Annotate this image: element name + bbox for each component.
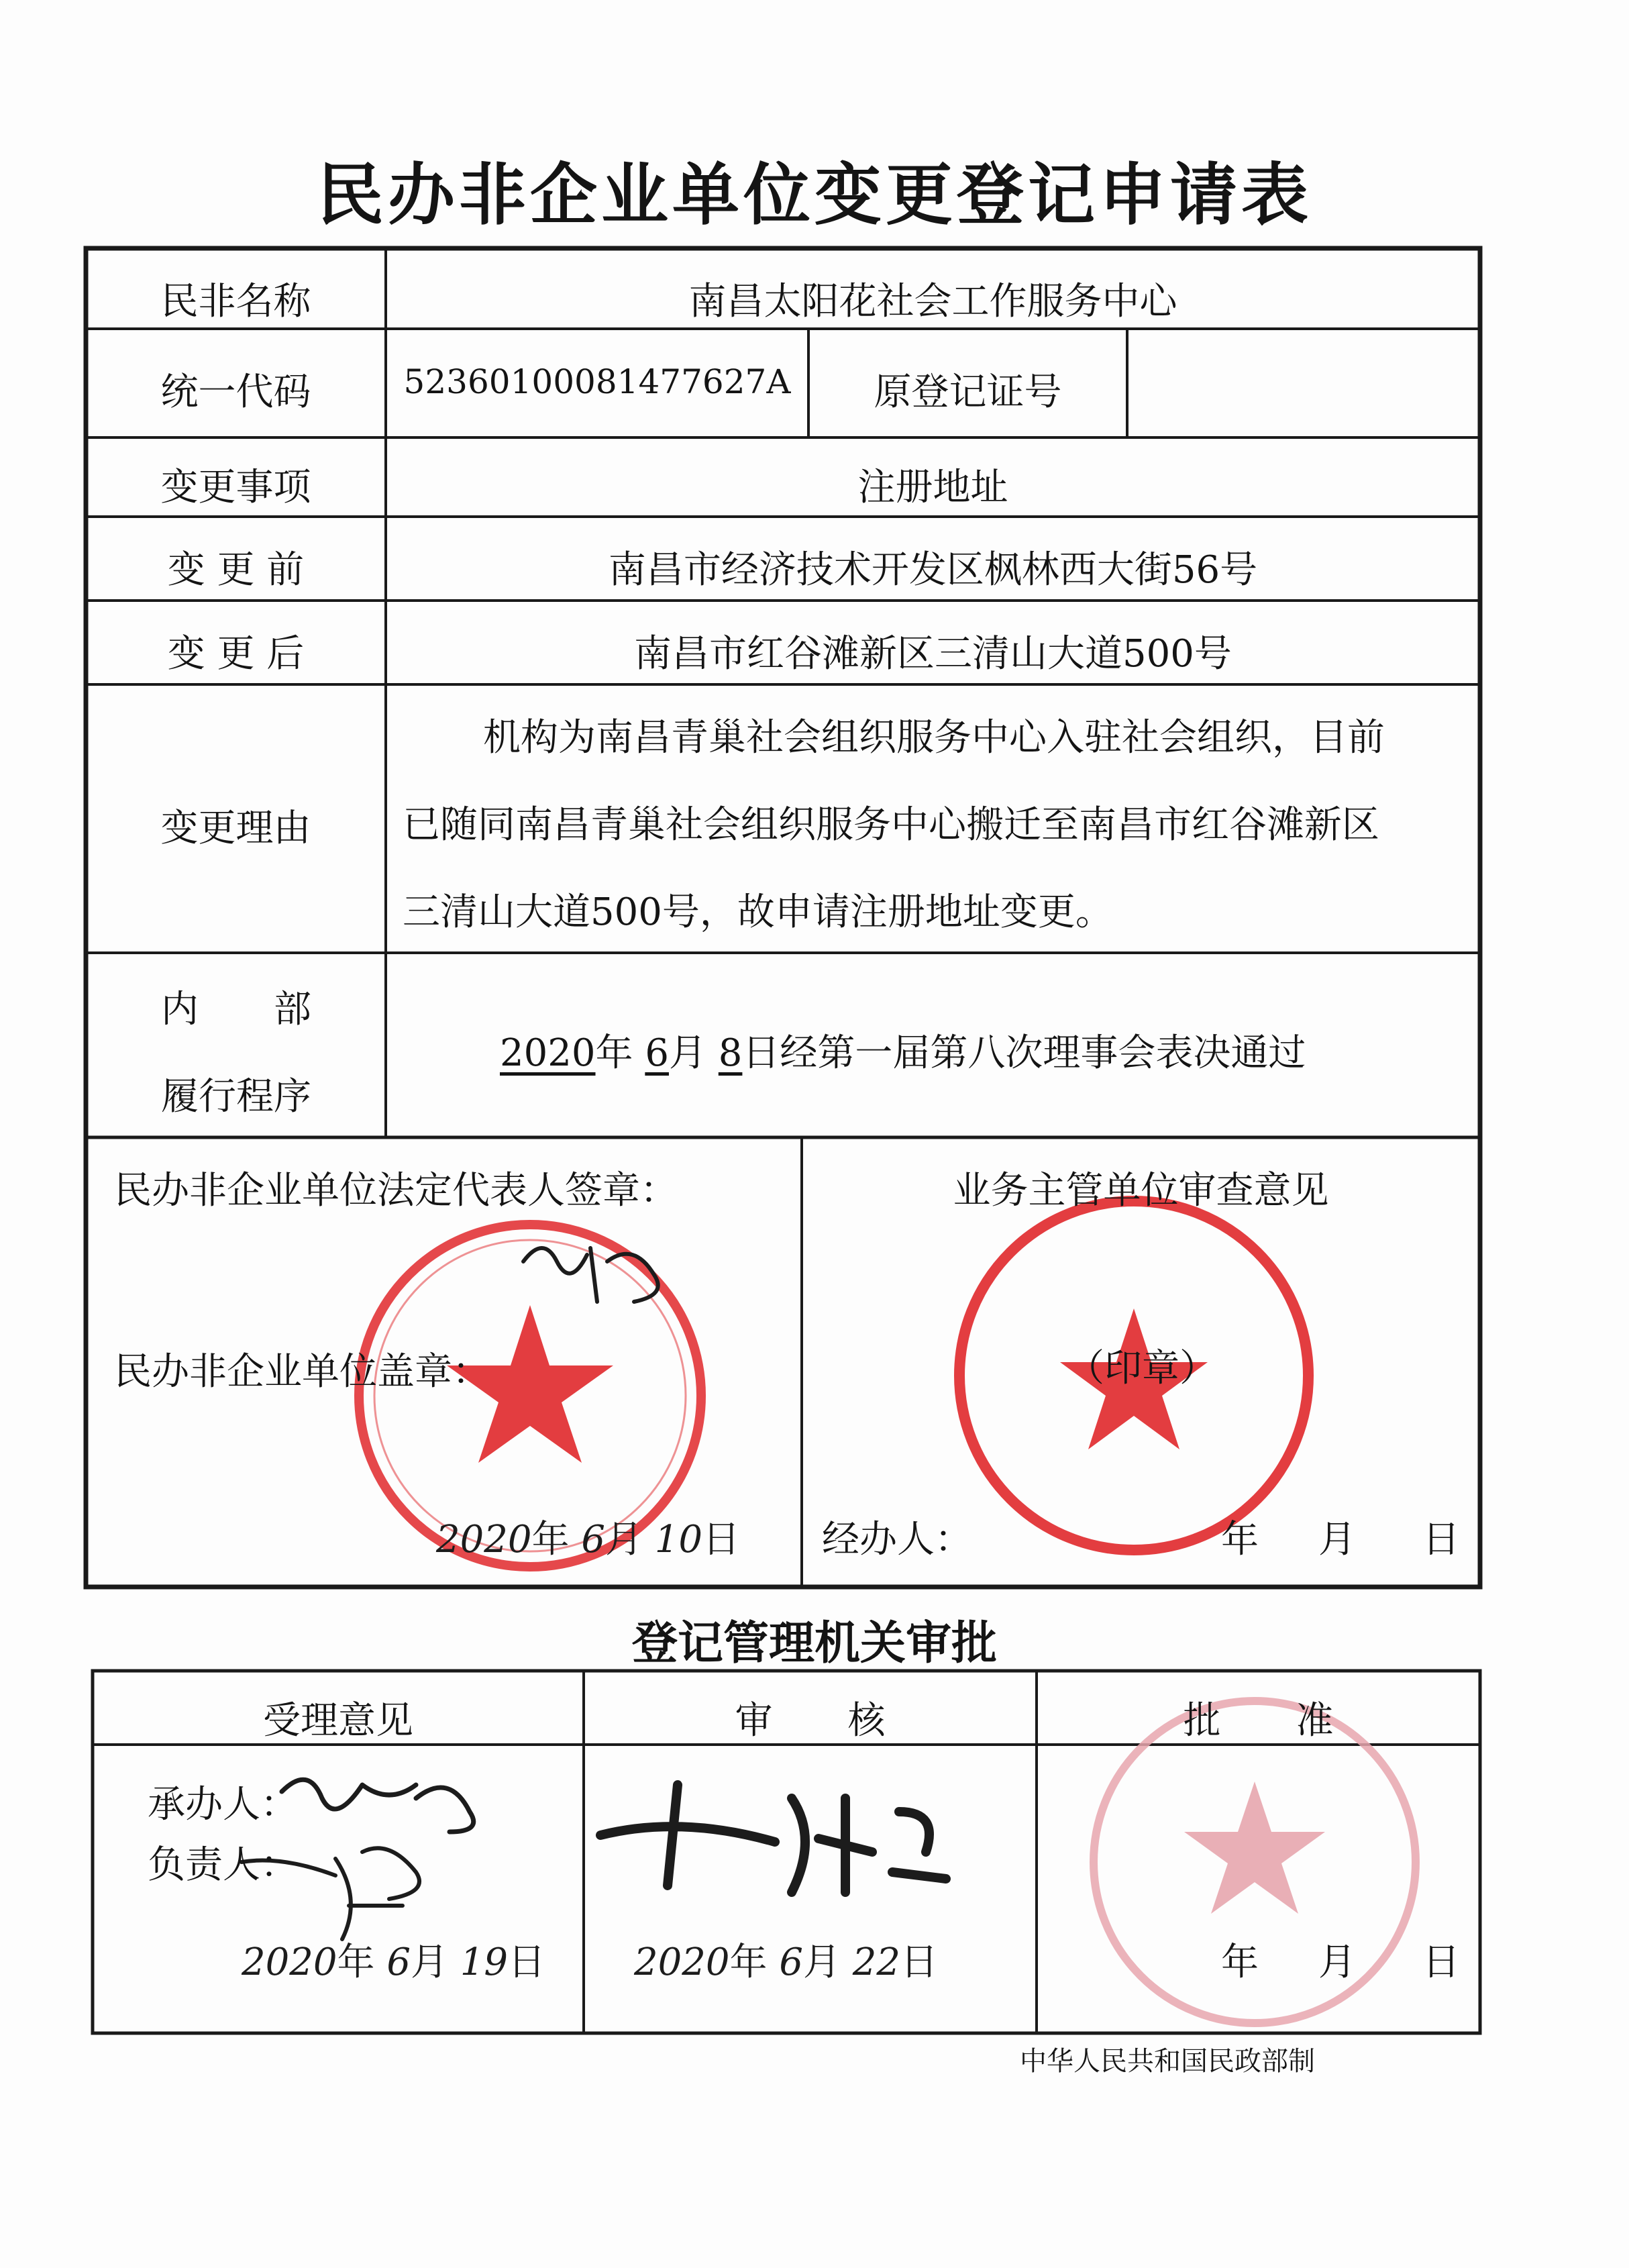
review-header: 审 核 xyxy=(735,1699,886,1743)
handler-signature-strokes xyxy=(282,1780,474,1832)
review-date-day: 日 xyxy=(900,1941,939,1984)
unit-date-day-hand: 10 xyxy=(654,1518,703,1561)
before-label: 变 更 前 xyxy=(167,548,305,592)
item-value: 注册地址 xyxy=(857,466,1008,509)
supervisor-date-year: 年 xyxy=(1221,1518,1259,1561)
approve-date-month: 月 xyxy=(1318,1941,1356,1984)
approval-title: 登记管理机关审批 xyxy=(631,1617,997,1670)
review-date-month-hand: 6 xyxy=(779,1941,803,1984)
review-signature-strokes xyxy=(600,1785,946,1892)
internal-year-unit: 年 xyxy=(595,1031,633,1075)
approve-date-day: 日 xyxy=(1422,1941,1460,1984)
supervisor-date-day: 日 xyxy=(1422,1518,1460,1561)
item-label: 变更事项 xyxy=(160,466,311,509)
internal-day: 8 xyxy=(718,1031,743,1075)
reason-line-3: 三清山大道500号，故申请注册地址变更。 xyxy=(403,890,1113,934)
unit-date xyxy=(436,1510,740,1563)
accept-date-month: 月 xyxy=(410,1941,448,1984)
accept-date xyxy=(242,1932,545,1986)
before-value: 南昌市经济技术开发区枫林西大街56号 xyxy=(608,548,1258,592)
supervisor-seal-note: （印章） xyxy=(1067,1347,1217,1390)
internal-month-unit: 月 xyxy=(668,1031,706,1075)
code-label: 统一代码 xyxy=(160,370,311,414)
legal-rep-signature-strokes xyxy=(523,1248,658,1302)
name-value: 南昌太阳花社会工作服务中心 xyxy=(688,280,1177,323)
after-value: 南昌市红谷滩新区三清山大道500号 xyxy=(634,632,1232,676)
supervisor-date-month: 月 xyxy=(1318,1518,1356,1561)
internal-year: 2020 xyxy=(500,1031,596,1075)
accept-date-month-hand: 6 xyxy=(386,1941,411,1984)
accept-date-day: 日 xyxy=(508,1941,546,1984)
internal-value xyxy=(500,1023,1306,1077)
accept-date-year-hand: 2020 xyxy=(242,1941,337,1984)
review-date-year: 年 xyxy=(729,1941,768,1984)
approve-header: 批 准 xyxy=(1183,1699,1334,1743)
code-value: 52360100081477627A xyxy=(403,362,791,401)
orig-cert-label: 原登记证号 xyxy=(874,370,1062,414)
internal-day-rest: 日经第一届第八次理事会表决通过 xyxy=(742,1031,1306,1075)
unit-date-year: 年 xyxy=(531,1518,570,1561)
unit-seal-label: 民办非企业单位盖章： xyxy=(114,1350,490,1394)
review-date-day-hand: 22 xyxy=(852,1941,901,1984)
internal-label-2: 履行程序 xyxy=(161,1075,311,1119)
approve-date-year: 年 xyxy=(1221,1941,1259,1984)
approval-seal-star-icon xyxy=(1184,1782,1325,1914)
legal-rep-label: 民办非企业单位法定代表人签章： xyxy=(114,1169,678,1213)
internal-month: 6 xyxy=(645,1031,669,1075)
accept-header: 受理意见 xyxy=(263,1699,413,1743)
supervisor-title: 业务主管单位审查意见 xyxy=(953,1169,1329,1213)
handler-label: 承办人： xyxy=(148,1783,298,1826)
responsible-label: 负责人： xyxy=(148,1843,298,1887)
unit-date-day: 日 xyxy=(702,1518,741,1561)
unit-date-month-hand: 6 xyxy=(581,1518,605,1561)
after-label: 变 更 后 xyxy=(167,632,305,676)
footer-issuer: 中华人民共和国民政部制 xyxy=(1020,2046,1315,2077)
unit-date-month: 月 xyxy=(605,1518,643,1561)
accept-date-day-hand: 19 xyxy=(460,1941,509,1984)
internal-label-1: 内 部 xyxy=(161,988,311,1031)
review-date-year-hand: 2020 xyxy=(634,1941,730,1984)
reason-label: 变更理由 xyxy=(160,807,311,850)
accept-date-year: 年 xyxy=(337,1941,375,1984)
unit-date-year-hand: 2020 xyxy=(436,1518,532,1561)
reason-line-1: 机构为南昌青巢社会组织服务中心入驻社会组织，目前 xyxy=(483,716,1385,760)
page-title: 民办非企业单位变更登记申请表 xyxy=(317,156,1312,234)
reason-line-2: 已随同南昌青巢社会组织服务中心搬迁至南昌市红谷滩新区 xyxy=(403,803,1379,847)
supervisor-handler-label: 经办人： xyxy=(822,1518,972,1561)
name-label: 民非名称 xyxy=(160,280,311,323)
review-date-month: 月 xyxy=(802,1941,841,1984)
review-date xyxy=(634,1932,938,1986)
